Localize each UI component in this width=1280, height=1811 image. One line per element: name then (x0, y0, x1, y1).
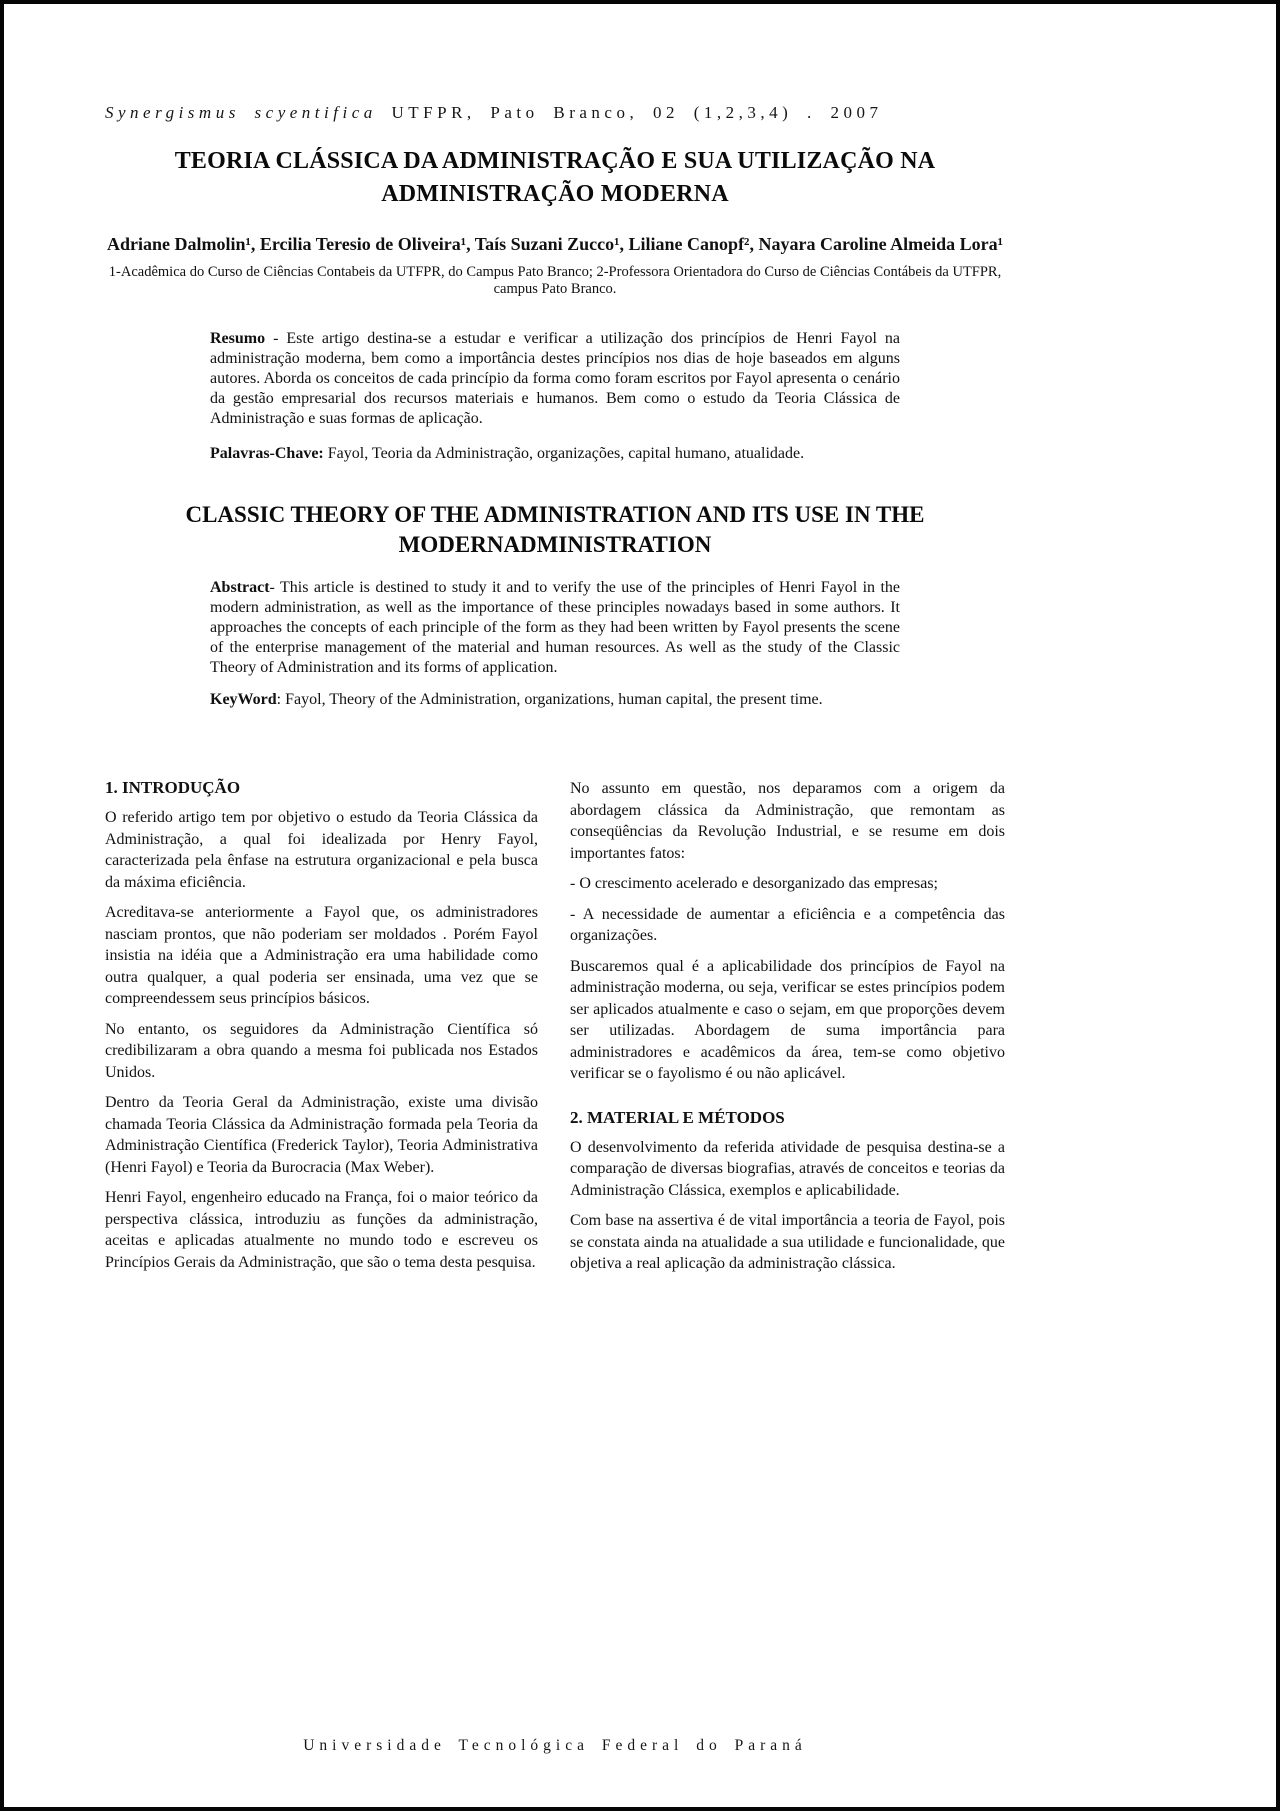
intro-list-item: - A necessidade de aumentar a eficiência e a competência das organizações. (570, 905, 1005, 944)
intro-paragraph: No assunto em questão, nos deparamos com a origem da abordagem clássica da Administração, que remontam as conseqüências da Revolução Industrial, e se resume em dois importantes fatos: (570, 780, 1005, 862)
paper-content (105, 103, 1005, 1275)
palavras-chave-label: Palavras-Chave: (210, 445, 324, 462)
abstract-label: Abstract (210, 579, 270, 596)
intro-section-heading: 1. INTRODUÇÃO (105, 778, 241, 797)
intro-paragraph: Henri Fayol, engenheiro educado na França, foi o maior teórico da perspectiva clássica, introduziu as funções da administração, aceitas e aplicadas atualmente no mundo todo e escreveu os Princípios Gerais da Administração, que são o tema desta pesquisa. (105, 1189, 538, 1271)
abstract-paragraph (210, 578, 900, 678)
intro-paragraph: No entanto, os seguidores da Administração Científica só credibilizaram a obra quando a mesma foi publicada nos Estados Unidos. (105, 1020, 538, 1081)
methods-paragraph: O desenvolvimento da referida atividade de pesquisa destina-se a comparação de diversas biografias, através de conceitos e teorias da Administração Clássica, exemplos e aplicabilidade. (570, 1138, 1005, 1199)
two-column-body (105, 778, 1005, 1275)
methods-section-heading: 2. MATERIAL E MÉTODOS (570, 1107, 785, 1127)
right-column (570, 778, 1005, 1275)
keyword-text: : Fayol, Theory of the Administration, organizations, human capital, the present time. (276, 691, 823, 708)
resumo-label: Resumo (210, 330, 266, 347)
paper-title-pt: TEORIA CLÁSSICA DA ADMINISTRAÇÃO E SUA UTILIZAÇÃO NA ADMINISTRAÇÃO MODERNA (174, 148, 936, 207)
journal-header-line (105, 103, 1005, 123)
left-column (105, 778, 538, 1275)
palavras-chave-text: Fayol, Teoria da Administração, organizações, capital humano, atualidade. (323, 445, 805, 462)
intro-paragraph: Buscaremos qual é a aplicabilidade dos princípios de Fayol na administração moderna, ou seja, verificar se estes princípios podem ser aplicados atualmente e caso o sejam, em que proporções devem ser utilizadas. Abordagem de suma importância para administradores e acadêmicos da área, tem-se como objetivo verificar se o fayolismo é ou não aplicável. (570, 957, 1005, 1082)
intro-list-item: - O crescimento acelerado e desorganizado das empresas; (570, 875, 938, 892)
intro-paragraph: Dentro da Teoria Geral da Administração, existe uma divisão chamada Teoria Clássica da Administração formada pela Teoria da Administração Científica (Frederick Taylor), Teoria Administrativa (Henri Fayol) e Teoria da Burocracia (Max Weber). (105, 1094, 538, 1176)
methods-paragraph: Com base na assertiva é de vital importância a teoria de Fayol, pois se constata ainda na atualidade a sua utilidade e funcionalidade, que objetiva a real aplicação da administração clássica. (570, 1212, 1005, 1272)
resumo-text: - Este artigo destina-se a estudar e verificar a utilização dos princípios de Henri Fayol na administração moderna, bem como a importância destes princípios nos dias de hoje baseados em alguns autores. Aborda os conceitos de cada princípio da forma como foram escritos por Fayol apresenta o cenário da gestão empresarial dos recursos materiais e humanos. Bem como o estudo da Teoria Clássica de Administração e suas formas de aplicação. (210, 330, 900, 427)
intro-paragraph: Acreditava-se anteriormente a Fayol que, os administradores nasciam prontos, que não poderiam ser moldados . Porém Fayol insistia na idéia que a Administração era uma habilidade como outra qualquer, a qual poderia ser ensinada, uma vez que se compreendessem seus princípios básicos. (105, 904, 538, 1007)
journal-issue-info: UTFPR, Pato Branco, 02 (1,2,3,4) . 2007 (376, 103, 883, 122)
resumo-paragraph (210, 329, 900, 429)
footer-institution-line: Universidade Tecnológica Federal do Paraná (303, 1737, 807, 1754)
journal-name: Synergismus scyentifica (105, 103, 377, 122)
affiliation-line: 1-Acadêmica do Curso de Ciências Contabeis da UTFPR, do Campus Pato Branco; 2-Professora Orientadora do Curso de Ciências Contábeis da UTFPR, campus Pato Branco. (108, 264, 1002, 297)
paper-title-en: CLASSIC THEORY OF THE ADMINISTRATION AND ITS USE IN THE MODERNADMINISTRATION (185, 502, 925, 557)
authors-line: Adriane Dalmolin¹, Ercilia Teresio de Oliveira¹, Taís Suzani Zucco¹, Liliane Canopf², Nayara Caroline Almeida Lora¹ (106, 234, 1004, 254)
keyword-label: KeyWord (210, 691, 277, 708)
abstract-text: - This article is destined to study it and to verify the use of the principles of Henri Fayol in the modern administration, as well as the importance of these principles nowadays based in some authors. It approaches the concepts of each principle of the form as they had been written by Fayol presents the scene of the enterprise management of the material and human resources. As well as the study of the Classic Theory of Administration and its forms of application. (210, 579, 900, 676)
palavras-chave-paragraph (210, 444, 900, 464)
intro-paragraph: O referido artigo tem por objetivo o estudo da Teoria Clássica da Administração, a qual foi idealizada por Henry Fayol, caracterizada pela ênfase na estrutura organizacional e pela busca da máxima eficiência. (105, 809, 538, 891)
keyword-paragraph (210, 690, 900, 710)
